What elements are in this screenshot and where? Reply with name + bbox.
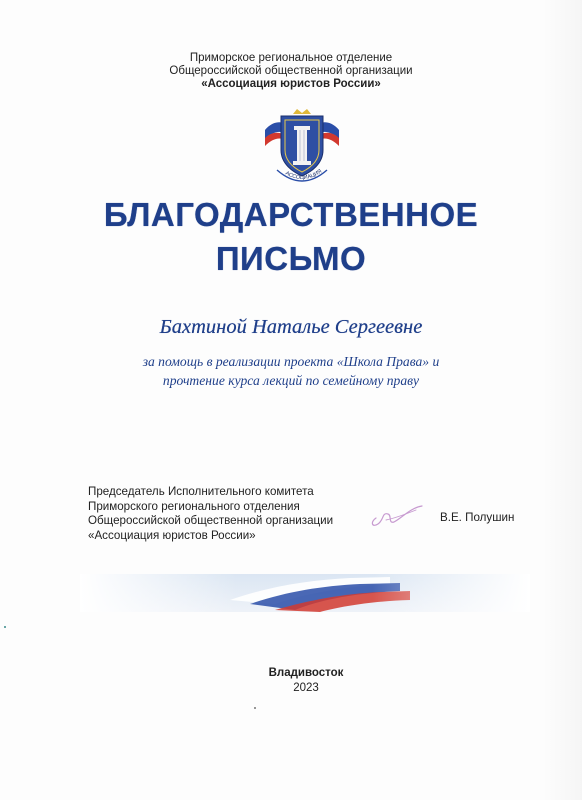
scan-speck <box>4 626 6 628</box>
title-line-2: ПИСЬМО <box>215 240 367 277</box>
header-line-3: «Ассоциация юристов России» <box>201 78 381 90</box>
signatory-line-4: «Ассоциация юристов России» <box>88 528 256 542</box>
reason-line-2: прочтение курса лекций по семейному праву <box>162 373 420 388</box>
title-line-1: БЛАГОДАРСТВЕННОЕ <box>103 196 479 233</box>
place-and-year <box>0 666 582 696</box>
organization-header <box>0 52 582 91</box>
signatory-line-3: Общероссийской общественной организации <box>88 514 334 527</box>
reason-line-1: за помощь в реализации проекта «Школа Права» и <box>142 354 440 369</box>
handwritten-signature <box>366 500 428 530</box>
association-emblem-icon <box>259 106 345 186</box>
gratitude-reason <box>0 352 582 390</box>
signatory-line-2: Приморского регионального отделения <box>88 499 300 513</box>
scan-speck <box>254 707 256 709</box>
signatory-title <box>88 485 333 543</box>
city-name: Владивосток <box>268 667 344 679</box>
recipient-name: Бахтиной Наталье Сергеевне <box>159 316 423 338</box>
signatory-line-1: Председатель Исполнительного комитета <box>88 485 314 498</box>
year: 2023 <box>293 682 319 694</box>
emblem-text: АССОЦИАЦИЯ <box>284 168 324 182</box>
header-line-1: Приморское региональное отделение <box>189 52 393 64</box>
header-line-2: Общероссийской общественной организации <box>169 65 413 77</box>
flag-banner-image <box>80 574 530 612</box>
signatory-name: В.Е. Полушин <box>440 511 515 524</box>
